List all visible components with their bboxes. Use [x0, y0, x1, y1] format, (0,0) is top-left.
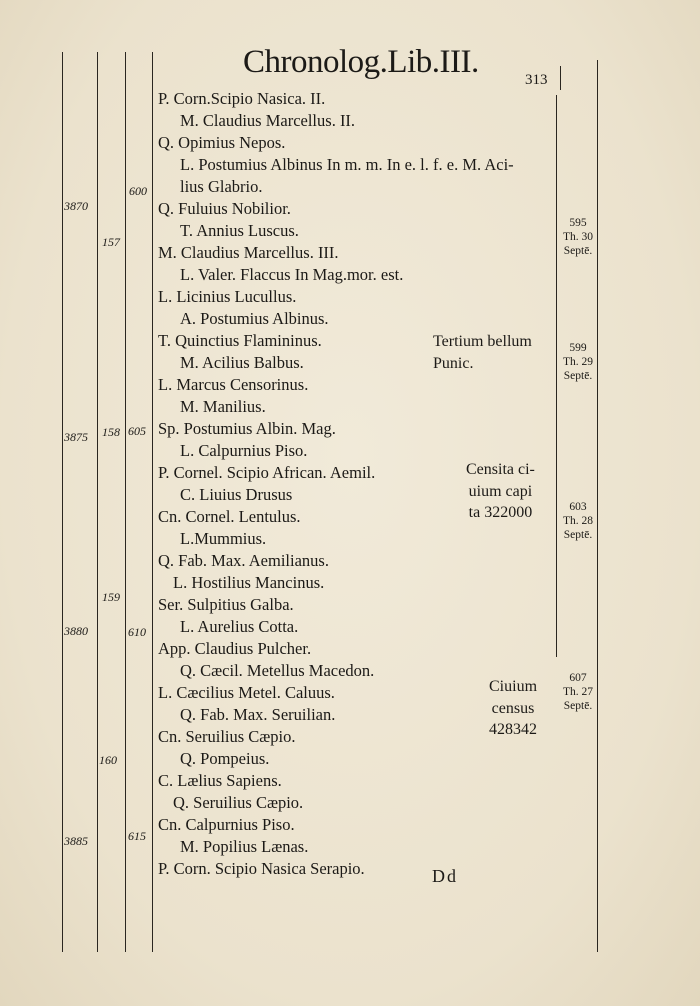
year-number: 3870 [64, 199, 88, 213]
column-rule [152, 52, 153, 952]
list-item: P. Cornel. Scipio African. Aemil. [158, 463, 376, 482]
column-rule [97, 52, 98, 952]
olympiad-number: 160 [99, 753, 117, 767]
urbs-year-number: 615 [128, 829, 146, 843]
list-item: A. Postumius Albinus. [180, 309, 329, 328]
list-item: L. Marcus Censorinus. [158, 375, 309, 394]
urbs-year-number: 605 [128, 424, 146, 438]
side-note: 603 Th. 28 Septē. [562, 501, 594, 541]
list-item: T. Quinctius Flamininus. [158, 331, 322, 350]
list-item: App. Claudius Pulcher. [158, 639, 312, 658]
list-item: M. Claudius Marcellus. III. [158, 243, 339, 262]
signature-mark: Dd [432, 866, 458, 886]
list-item: Cn. Calpurnius Piso. [158, 815, 295, 834]
urbs-year-number: 600 [129, 184, 147, 198]
year-number: 3875 [64, 430, 88, 444]
list-item: Q. Fab. Max. Aemilianus. [158, 551, 329, 570]
olympiad-number: 158 [102, 425, 120, 439]
list-item: M. Manilius. [180, 397, 266, 416]
list-item: Ser. Sulpitius Galba. [158, 595, 294, 614]
column-rule [62, 52, 63, 952]
list-item: Sp. Postumius Albin. Mag. [158, 419, 336, 438]
list-item: L. Hostilius Mancinus. [173, 573, 325, 592]
list-item: L. Licinius Lucullus. [158, 287, 297, 306]
list-item: P. Corn. Scipio Nasica Serapio. [158, 859, 365, 878]
year-number: 3885 [64, 834, 88, 848]
page-title: Chronolog.Lib.III. [243, 44, 479, 80]
urbs-year-number: 610 [128, 625, 146, 639]
list-item: Q. Opimius Nepos. [158, 133, 286, 152]
list-item: Cn. Cornel. Lentulus. [158, 507, 301, 526]
list-item: L. Valer. Flaccus In Mag.mor. est. [180, 265, 404, 284]
side-bracket [560, 66, 561, 90]
list-item: Q. Fuluius Nobilior. [158, 199, 291, 218]
list-item: C. Lælius Sapiens. [158, 771, 282, 790]
list-item: L. Postumius Albinus In m. m. In e. l. f. e. M. Aci- [180, 155, 514, 174]
list-item: M. Popilius Lænas. [180, 837, 309, 856]
page-number: 313 [525, 72, 548, 88]
list-item: Q. Fab. Max. Seruilian. [180, 705, 336, 724]
list-item: Q. Pompeius. [180, 749, 270, 768]
list-item: lius Glabrio. [180, 177, 263, 196]
note-ciuium-census: Ciuium census 428342 [489, 678, 538, 738]
year-number: 3880 [64, 624, 88, 638]
side-note: 599 Th. 29 Septē. [562, 342, 594, 382]
list-item: L. Calpurnius Piso. [180, 441, 308, 460]
olympiad-number: 159 [102, 590, 120, 604]
list-item: L. Cæcilius Metel. Caluus. [158, 683, 335, 702]
list-item: L.Mummius. [180, 529, 267, 548]
list-item: P. Corn.Scipio Nasica. II. [158, 89, 326, 108]
column-rule [125, 52, 126, 952]
note-censita: Censita ci- uium capi ta 322000 [466, 461, 535, 521]
list-item: M. Claudius Marcellus. II. [180, 111, 356, 130]
note-tertium-bellum: Tertium bellum Punic. [433, 333, 532, 372]
list-item: M. Acilius Balbus. [180, 353, 304, 372]
list-item: L. Aurelius Cotta. [180, 617, 299, 636]
list-item: Q. Cæcil. Metellus Macedon. [180, 661, 375, 680]
side-note: 595 Th. 30 Septē. [562, 217, 594, 257]
side-note: 607 Th. 27 Septē. [562, 672, 594, 712]
list-item: T. Annius Luscus. [180, 221, 299, 240]
list-item: C. Liuius Drusus [180, 485, 293, 504]
list-item: Cn. Seruilius Cæpio. [158, 727, 296, 746]
list-item: Q. Seruilius Cæpio. [173, 793, 304, 812]
olympiad-number: 157 [102, 235, 120, 249]
